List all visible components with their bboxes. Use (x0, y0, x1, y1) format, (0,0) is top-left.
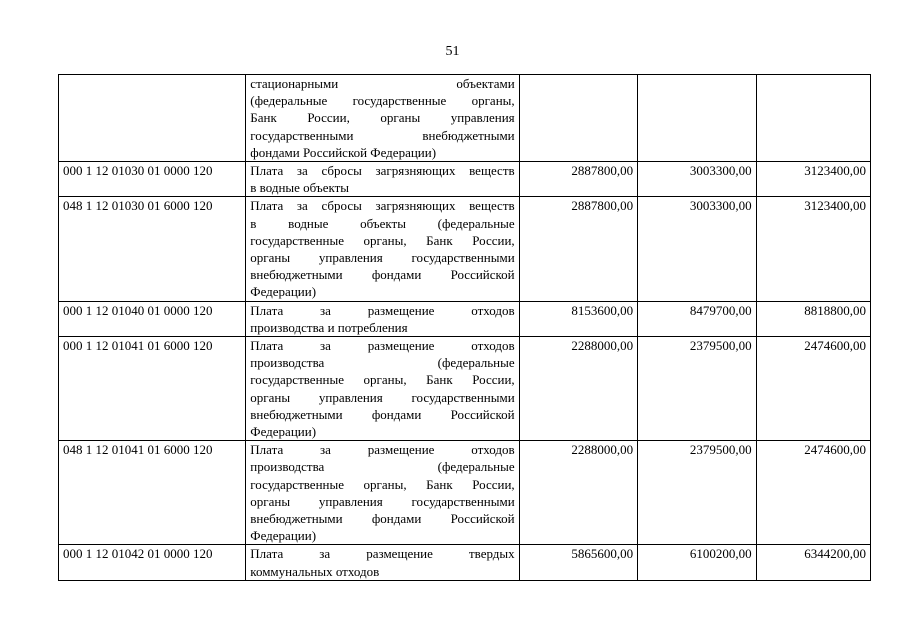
description-line: государственными внебюджетными (250, 127, 515, 143)
table-row (59, 337, 871, 441)
amount-year-2-cell: 8479700,00 (638, 301, 756, 336)
description-line: в водные объекты (федеральные (250, 215, 515, 231)
description-line: Плата за размещение отходов (250, 338, 515, 354)
budget-code-cell: 000 1 12 01040 01 0000 120 (59, 301, 246, 336)
description-line: производства (федеральные (250, 355, 515, 371)
amount-year-3-cell: 2474600,00 (756, 441, 870, 545)
description-line: органы управления государственными (250, 250, 515, 266)
description-line: Федерации) (250, 424, 317, 440)
budget-revenue-table (58, 74, 871, 581)
description-line: Федерации) (250, 528, 317, 544)
description-line: производства и потребления (250, 319, 408, 335)
budget-code-cell: 000 1 12 01042 01 0000 120 (59, 545, 246, 580)
page-number: 51 (445, 44, 460, 59)
description-line: государственные органы, Банк России, (250, 232, 515, 248)
amount-year-3-cell: 8818800,00 (756, 301, 870, 336)
amount-year-2-cell: 6100200,00 (638, 545, 756, 580)
description-line: государственные органы, Банк России, (250, 476, 515, 492)
table-row (59, 162, 871, 197)
description-line: внебюджетными фондами Российской (250, 267, 515, 283)
description-cell (246, 75, 519, 162)
amount-year-3-cell: 2474600,00 (756, 337, 870, 441)
description-line: в водные объекты (250, 180, 350, 196)
description-line: органы управления государственными (250, 493, 515, 509)
description-line: внебюджетными фондами Российской (250, 406, 515, 422)
budget-code-cell: 000 1 12 01030 01 0000 120 (59, 162, 246, 197)
amount-year-3-cell (756, 75, 870, 162)
amount-year-2-cell: 3003300,00 (638, 197, 756, 301)
amount-year-2-cell: 3003300,00 (638, 162, 756, 197)
table-row (59, 441, 871, 545)
amount-year-1-cell: 5865600,00 (519, 545, 637, 580)
amount-year-1-cell: 8153600,00 (519, 301, 637, 336)
description-line: коммунальных отходов (250, 563, 380, 579)
description-line: внебюджетными фондами Российской (250, 511, 515, 527)
description-line: Плата за сбросы загрязняющих веществ (250, 198, 515, 214)
description-line: Плата за размещение отходов (250, 442, 515, 458)
amount-year-3-cell: 3123400,00 (756, 197, 870, 301)
description-line: Федерации) (250, 284, 317, 300)
amount-year-2-cell (638, 75, 756, 162)
description-line: Плата за сбросы загрязняющих веществ (250, 163, 515, 179)
amount-year-3-cell: 6344200,00 (756, 545, 870, 580)
description-line: Банк России, органы управления (250, 110, 515, 126)
description-line: Плата за размещение твердых (250, 546, 515, 562)
description-line: фондами Российской Федерации) (250, 144, 437, 160)
description-cell (246, 301, 519, 336)
description-line: производства (федеральные (250, 459, 515, 475)
description-line: Плата за размещение отходов (250, 302, 515, 318)
amount-year-1-cell: 2887800,00 (519, 197, 637, 301)
table-row (59, 197, 871, 301)
amount-year-2-cell: 2379500,00 (638, 337, 756, 441)
budget-code-cell: 048 1 12 01030 01 6000 120 (59, 197, 246, 301)
description-line: государственные органы, Банк России, (250, 372, 515, 388)
description-line: (федеральные государственные органы, (250, 93, 515, 109)
table-row (59, 75, 871, 162)
amount-year-3-cell: 3123400,00 (756, 162, 870, 197)
amount-year-1-cell: 2288000,00 (519, 337, 637, 441)
description-cell (246, 441, 519, 545)
description-cell (246, 545, 519, 580)
amount-year-1-cell: 2288000,00 (519, 441, 637, 545)
description-cell (246, 162, 519, 197)
table-row (59, 545, 871, 580)
amount-year-1-cell: 2887800,00 (519, 162, 637, 197)
budget-code-cell: 048 1 12 01041 01 6000 120 (59, 441, 246, 545)
budget-code-cell: 000 1 12 01041 01 6000 120 (59, 337, 246, 441)
amount-year-1-cell (519, 75, 637, 162)
budget-code-cell (59, 75, 246, 162)
description-cell (246, 337, 519, 441)
table-row (59, 301, 871, 336)
amount-year-2-cell: 2379500,00 (638, 441, 756, 545)
description-line: органы управления государственными (250, 389, 515, 405)
description-cell (246, 197, 519, 301)
description-line: стационарными объектами (250, 76, 515, 91)
